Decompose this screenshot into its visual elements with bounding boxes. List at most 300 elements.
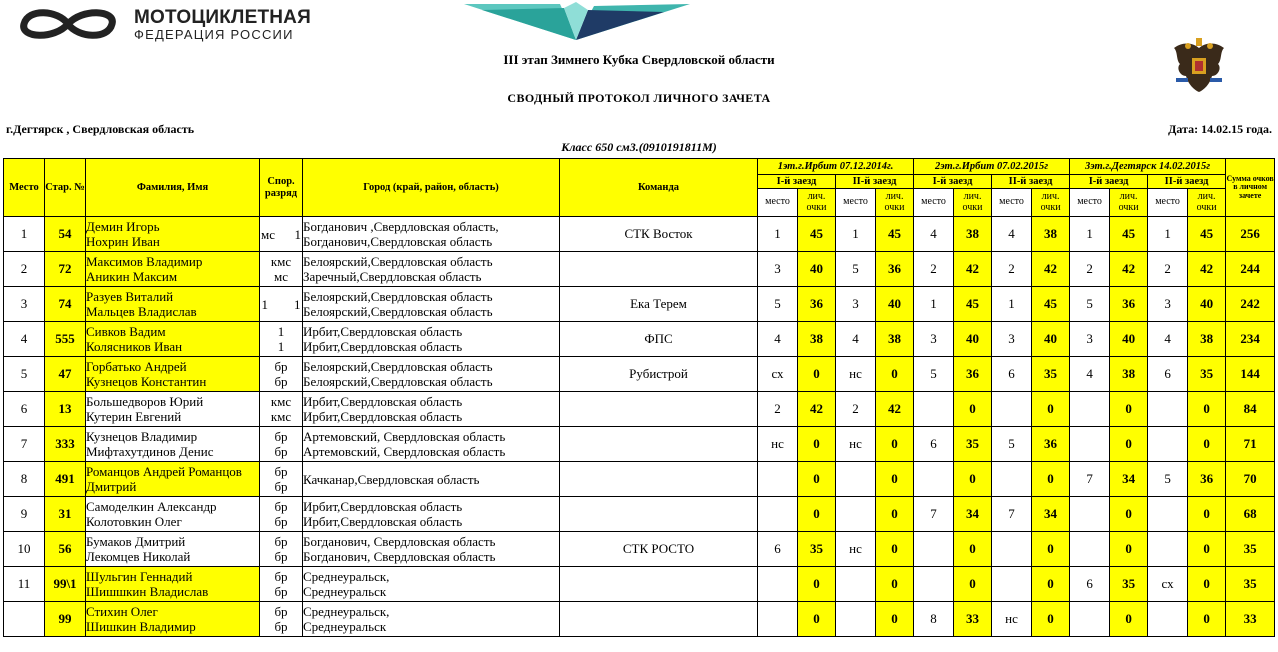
position-cell: [836, 462, 876, 497]
place-cell: 9: [4, 497, 45, 532]
rider-name: Романцов Андрей Романцов: [86, 464, 242, 479]
points-cell: 35: [1032, 357, 1070, 392]
points-cell: 42: [954, 252, 992, 287]
subcol-points: лич. очки: [798, 189, 836, 217]
table-row: [4, 392, 1275, 427]
points-cell: 0: [876, 462, 914, 497]
rider-name: Колотовкин Олег: [86, 514, 182, 529]
rider-city: Среднеуральск,: [303, 569, 390, 584]
protocol-header: [0, 0, 1278, 160]
points-cell: 34: [1110, 462, 1148, 497]
team-cell: ФПС: [560, 322, 758, 357]
points-cell: 0: [1110, 427, 1148, 462]
position-cell: [836, 497, 876, 532]
team-cell: Ека Терем: [560, 287, 758, 322]
rider-city: Заречный,Свердловская область: [303, 269, 482, 284]
team-cell: [560, 497, 758, 532]
position-cell: 1: [1070, 217, 1110, 252]
subcol-points: лич. очки: [954, 189, 992, 217]
city-cell: [303, 252, 560, 287]
position-cell: [1148, 602, 1188, 637]
points-cell: 36: [876, 252, 914, 287]
points-cell: 36: [1032, 427, 1070, 462]
rider-city: Ирбит,Свердловская область: [303, 324, 463, 339]
col-rank: Спор. разряд: [260, 159, 303, 217]
points-cell: 0: [876, 567, 914, 602]
position-cell: [992, 532, 1032, 567]
org-name-line1: МОТОЦИКЛЕТНАЯ: [134, 7, 311, 28]
team-cell: СТК РОСТО: [560, 532, 758, 567]
table-row: [4, 252, 1275, 287]
points-cell: 0: [1032, 567, 1070, 602]
points-cell: 35: [1188, 357, 1226, 392]
subcol-points: лич. очки: [876, 189, 914, 217]
rider-rank: бр: [274, 499, 288, 514]
rank-cell: [260, 287, 303, 322]
rider-name: Горбатько Андрей: [86, 359, 187, 374]
rider-rank: 1: [277, 324, 285, 339]
rider-name: Большедворов Юрий: [86, 394, 204, 409]
name-cell: [86, 287, 260, 322]
name-cell: [86, 427, 260, 462]
subcol-position: место: [1148, 189, 1188, 217]
position-cell: [1070, 427, 1110, 462]
rider-rank: 1 1: [261, 296, 301, 312]
position-cell: 4: [836, 322, 876, 357]
position-cell: нс: [992, 602, 1032, 637]
rank-cell: [260, 427, 303, 462]
points-cell: 0: [954, 567, 992, 602]
rider-name: Кузнецов Владимир: [86, 429, 198, 444]
position-cell: 4: [758, 322, 798, 357]
name-cell: [86, 392, 260, 427]
subcol-position: место: [836, 189, 876, 217]
position-cell: 1: [992, 287, 1032, 322]
position-cell: 3: [992, 322, 1032, 357]
position-cell: [1148, 392, 1188, 427]
team-cell: [560, 392, 758, 427]
team-cell: [560, 567, 758, 602]
rank-cell: [260, 602, 303, 637]
name-cell: [86, 217, 260, 252]
points-cell: 40: [798, 252, 836, 287]
position-cell: 2: [992, 252, 1032, 287]
points-cell: 0: [1032, 392, 1070, 427]
name-cell: [86, 602, 260, 637]
points-cell: 45: [1110, 217, 1148, 252]
position-cell: 5: [1148, 462, 1188, 497]
position-cell: нс: [836, 532, 876, 567]
race-1-header: I-й заезд: [758, 175, 836, 189]
points-cell: 0: [1110, 497, 1148, 532]
race-2-header: II-й заезд: [1148, 175, 1226, 189]
rider-name: Стихин Олег: [86, 604, 158, 619]
rider-city: Среднеуральск: [303, 619, 387, 634]
place-cell: 7: [4, 427, 45, 462]
name-cell: [86, 357, 260, 392]
place-cell: 4: [4, 322, 45, 357]
table-row: [4, 287, 1275, 322]
city-cell: [303, 427, 560, 462]
rider-rank: бр: [274, 534, 288, 549]
rank-cell: [260, 532, 303, 567]
col-city: Город (край, район, область): [303, 159, 560, 217]
subcol-position: место: [914, 189, 954, 217]
rider-city: Белоярский,Свердловская область: [303, 359, 493, 374]
start-number-cell: 31: [45, 497, 86, 532]
position-cell: 5: [992, 427, 1032, 462]
points-cell: 0: [954, 462, 992, 497]
table-row: [4, 217, 1275, 252]
rank-cell: [260, 567, 303, 602]
position-cell: 6: [1148, 357, 1188, 392]
rider-name: Шишкин Владимир: [86, 619, 196, 634]
points-cell: 0: [798, 497, 836, 532]
position-cell: [914, 392, 954, 427]
city-cell: [303, 602, 560, 637]
rider-city: Богданович ,Свердловская область,: [303, 219, 499, 234]
rider-name: Аникин Максим: [86, 269, 178, 284]
position-cell: [992, 462, 1032, 497]
points-cell: 0: [1188, 392, 1226, 427]
position-cell: 4: [1070, 357, 1110, 392]
position-cell: нс: [836, 357, 876, 392]
rider-name: Колясников Иван: [86, 339, 183, 354]
position-cell: 2: [1148, 252, 1188, 287]
rider-name: Шишшкин Владислав: [86, 584, 209, 599]
points-cell: 0: [954, 532, 992, 567]
rider-rank: бр: [274, 444, 288, 459]
subcol-points: лич. очки: [1188, 189, 1226, 217]
table-row: [4, 322, 1275, 357]
position-cell: 2: [758, 392, 798, 427]
points-cell: 40: [1110, 322, 1148, 357]
event-date: Дата: 14.02.15 года.: [1168, 122, 1272, 136]
rider-city: Ирбит,Свердловская область: [303, 514, 463, 529]
rider-city: Богданович,Свердловская область: [303, 234, 493, 249]
protocol-subtitle: СВОДНЫЙ ПРОТОКОЛ ЛИЧНОГО ЗАЧЕТА: [507, 91, 771, 105]
team-cell: СТК Восток: [560, 217, 758, 252]
race-2-header: II-й заезд: [836, 175, 914, 189]
rider-name: Кузнецов Константин: [86, 374, 207, 389]
points-cell: 36: [1110, 287, 1148, 322]
position-cell: [1070, 497, 1110, 532]
position-cell: 5: [758, 287, 798, 322]
position-cell: 1: [758, 217, 798, 252]
rider-city: Ирбит,Свердловская область: [303, 499, 463, 514]
position-cell: [914, 532, 954, 567]
rider-name: Дмитрий: [86, 479, 137, 494]
subcol-points: лич. очки: [1032, 189, 1070, 217]
position-cell: [1070, 532, 1110, 567]
rider-name: Нохрин Иван: [86, 234, 160, 249]
position-cell: 7: [992, 497, 1032, 532]
rider-rank: бр: [274, 549, 288, 564]
city-cell: [303, 567, 560, 602]
table-row: [4, 462, 1275, 497]
start-number-cell: 333: [45, 427, 86, 462]
start-number-cell: 13: [45, 392, 86, 427]
rider-rank: кмс: [270, 394, 292, 409]
points-cell: 0: [1188, 532, 1226, 567]
subcol-position: место: [1070, 189, 1110, 217]
total-cell: 242: [1226, 287, 1275, 322]
place-cell: 5: [4, 357, 45, 392]
points-cell: 34: [954, 497, 992, 532]
results-table: [3, 158, 1275, 637]
position-cell: [992, 567, 1032, 602]
table-row: [4, 427, 1275, 462]
rider-rank: бр: [274, 619, 288, 634]
position-cell: 7: [1070, 462, 1110, 497]
place-cell: 6: [4, 392, 45, 427]
position-cell: 4: [1148, 322, 1188, 357]
total-cell: 70: [1226, 462, 1275, 497]
start-number-cell: 491: [45, 462, 86, 497]
points-cell: 0: [1032, 602, 1070, 637]
position-cell: 1: [1148, 217, 1188, 252]
position-cell: 3: [758, 252, 798, 287]
points-cell: 38: [798, 322, 836, 357]
points-cell: 0: [876, 357, 914, 392]
table-row: [4, 532, 1275, 567]
table-row: [4, 602, 1275, 637]
stage-1-header: 1эт.г.Ирбит 07.12.2014г.: [758, 159, 914, 175]
position-cell: [1070, 392, 1110, 427]
rider-rank: бр: [274, 429, 288, 444]
position-cell: 6: [1070, 567, 1110, 602]
position-cell: 5: [836, 252, 876, 287]
points-cell: 42: [1032, 252, 1070, 287]
total-cell: 68: [1226, 497, 1275, 532]
race-2-header: II-й заезд: [992, 175, 1070, 189]
rider-name: Сивков Вадим: [86, 324, 166, 339]
event-title: III этап Зимнего Кубка Свердловской области: [503, 52, 775, 67]
city-cell: [303, 322, 560, 357]
position-cell: 3: [914, 322, 954, 357]
col-total: Сумма очков в личном зачете: [1226, 159, 1275, 217]
points-cell: 42: [798, 392, 836, 427]
rank-cell: [260, 462, 303, 497]
start-number-cell: 47: [45, 357, 86, 392]
team-cell: [560, 427, 758, 462]
position-cell: [1148, 532, 1188, 567]
points-cell: 0: [798, 427, 836, 462]
table-row: [4, 497, 1275, 532]
points-cell: 40: [1188, 287, 1226, 322]
class-label: Класс 650 см3.(0910191811М): [561, 140, 717, 154]
rider-name: Лекомцев Николай: [86, 549, 191, 564]
rider-rank: мс: [274, 269, 288, 284]
points-cell: 33: [954, 602, 992, 637]
rider-rank: кмс: [270, 409, 292, 424]
total-cell: 35: [1226, 567, 1275, 602]
rider-rank: бр: [274, 604, 288, 619]
points-cell: 35: [1110, 567, 1148, 602]
city-cell: [303, 287, 560, 322]
total-cell: 35: [1226, 532, 1275, 567]
place-cell: 10: [4, 532, 45, 567]
position-cell: [992, 392, 1032, 427]
rider-rank: бр: [274, 359, 288, 374]
points-cell: 36: [1188, 462, 1226, 497]
points-cell: 42: [1188, 252, 1226, 287]
rider-city: Артемовский, Свердловская область: [303, 429, 506, 444]
points-cell: 0: [1188, 602, 1226, 637]
points-cell: 45: [876, 217, 914, 252]
points-cell: 0: [798, 567, 836, 602]
rider-rank: 1: [277, 339, 285, 354]
event-location: г.Дегтярск , Свердловская область: [6, 122, 195, 136]
subcol-position: место: [758, 189, 798, 217]
points-cell: 40: [954, 322, 992, 357]
org-name-line2: ФЕДЕРАЦИЯ РОССИИ: [134, 26, 294, 42]
points-cell: 0: [798, 357, 836, 392]
total-cell: 84: [1226, 392, 1275, 427]
position-cell: [758, 462, 798, 497]
city-cell: [303, 532, 560, 567]
start-number-cell: 555: [45, 322, 86, 357]
race-1-header: I-й заезд: [914, 175, 992, 189]
rider-name: Шульгин Геннадий: [86, 569, 193, 584]
rider-name: Бумаков Дмитрий: [86, 534, 186, 549]
points-cell: 38: [1032, 217, 1070, 252]
rank-cell: [260, 497, 303, 532]
points-cell: 38: [876, 322, 914, 357]
city-cell: [303, 392, 560, 427]
winter-cup-logo-icon: [464, 0, 690, 44]
rider-city: Ирбит,Свердловская область: [303, 339, 463, 354]
total-cell: 256: [1226, 217, 1275, 252]
rider-city: Белоярский,Свердловская область: [303, 254, 493, 269]
position-cell: [1070, 602, 1110, 637]
table-row: [4, 357, 1275, 392]
position-cell: [836, 602, 876, 637]
start-number-cell: 72: [45, 252, 86, 287]
position-cell: [758, 567, 798, 602]
points-cell: 0: [876, 532, 914, 567]
table-row: [4, 567, 1275, 602]
position-cell: 3: [1148, 287, 1188, 322]
rider-name: Кутерин Евгений: [86, 409, 182, 424]
position-cell: 6: [992, 357, 1032, 392]
name-cell: [86, 532, 260, 567]
points-cell: 0: [1188, 567, 1226, 602]
race-1-header: I-й заезд: [1070, 175, 1148, 189]
points-cell: 40: [876, 287, 914, 322]
position-cell: сх: [758, 357, 798, 392]
rider-name: Разуев Виталий: [86, 289, 174, 304]
rider-city: Среднеуральск,: [303, 604, 390, 619]
points-cell: 0: [954, 392, 992, 427]
position-cell: [758, 497, 798, 532]
col-team: Команда: [560, 159, 758, 217]
rider-city: Богданович, Свердловская область: [303, 534, 496, 549]
team-cell: [560, 602, 758, 637]
points-cell: 0: [1032, 532, 1070, 567]
position-cell: нс: [836, 427, 876, 462]
position-cell: 5: [1070, 287, 1110, 322]
stage-3-header: 3эт.г.Дегтярск 14.02.2015г: [1070, 159, 1226, 175]
rider-rank: бр: [274, 464, 288, 479]
rider-city: Белоярский,Свердловская область: [303, 289, 493, 304]
team-cell: Рубистрой: [560, 357, 758, 392]
position-cell: 3: [1070, 322, 1110, 357]
rider-rank: бр: [274, 584, 288, 599]
rider-rank: бр: [274, 514, 288, 529]
start-number-cell: 54: [45, 217, 86, 252]
position-cell: 5: [914, 357, 954, 392]
position-cell: [1148, 497, 1188, 532]
position-cell: [914, 567, 954, 602]
points-cell: 38: [1110, 357, 1148, 392]
place-cell: 1: [4, 217, 45, 252]
subcol-position: место: [992, 189, 1032, 217]
points-cell: 45: [1188, 217, 1226, 252]
points-cell: 35: [798, 532, 836, 567]
points-cell: 34: [1032, 497, 1070, 532]
points-cell: 42: [876, 392, 914, 427]
place-cell: 3: [4, 287, 45, 322]
rider-city: Богданович, Свердловская область: [303, 549, 496, 564]
col-name: Фамилия, Имя: [86, 159, 260, 217]
place-cell: [4, 602, 45, 637]
position-cell: 6: [914, 427, 954, 462]
subcol-points: лич. очки: [1110, 189, 1148, 217]
points-cell: 0: [1188, 497, 1226, 532]
total-cell: 234: [1226, 322, 1275, 357]
city-cell: [303, 497, 560, 532]
start-number-cell: 74: [45, 287, 86, 322]
points-cell: 0: [798, 462, 836, 497]
name-cell: [86, 462, 260, 497]
points-cell: 0: [876, 602, 914, 637]
table-header: [4, 159, 1275, 217]
rank-cell: [260, 217, 303, 252]
table-body: [4, 217, 1275, 637]
rider-name: Демин Игорь: [86, 219, 160, 234]
city-cell: [303, 462, 560, 497]
points-cell: 0: [876, 427, 914, 462]
position-cell: [1148, 427, 1188, 462]
rider-city: Белоярский,Свердловская область: [303, 304, 493, 319]
points-cell: 36: [798, 287, 836, 322]
points-cell: 0: [1110, 392, 1148, 427]
position-cell: 4: [992, 217, 1032, 252]
position-cell: сх: [1148, 567, 1188, 602]
position-cell: 7: [914, 497, 954, 532]
position-cell: [758, 602, 798, 637]
rider-city: Артемовский, Свердловская область: [303, 444, 506, 459]
total-cell: 244: [1226, 252, 1275, 287]
start-number-cell: 99: [45, 602, 86, 637]
rider-city: Белоярский,Свердловская область: [303, 374, 493, 389]
rank-cell: [260, 252, 303, 287]
rider-name: Самоделкин Александр: [86, 499, 217, 514]
motorcycle-federation-logo: [14, 6, 314, 46]
name-cell: [86, 252, 260, 287]
points-cell: 0: [1188, 427, 1226, 462]
position-cell: 2: [836, 392, 876, 427]
place-cell: 8: [4, 462, 45, 497]
city-cell: [303, 217, 560, 252]
position-cell: 3: [836, 287, 876, 322]
position-cell: 8: [914, 602, 954, 637]
rider-city: Качканар,Свердловская область: [303, 471, 480, 487]
total-cell: 144: [1226, 357, 1275, 392]
start-number-cell: 56: [45, 532, 86, 567]
points-cell: 0: [1110, 532, 1148, 567]
